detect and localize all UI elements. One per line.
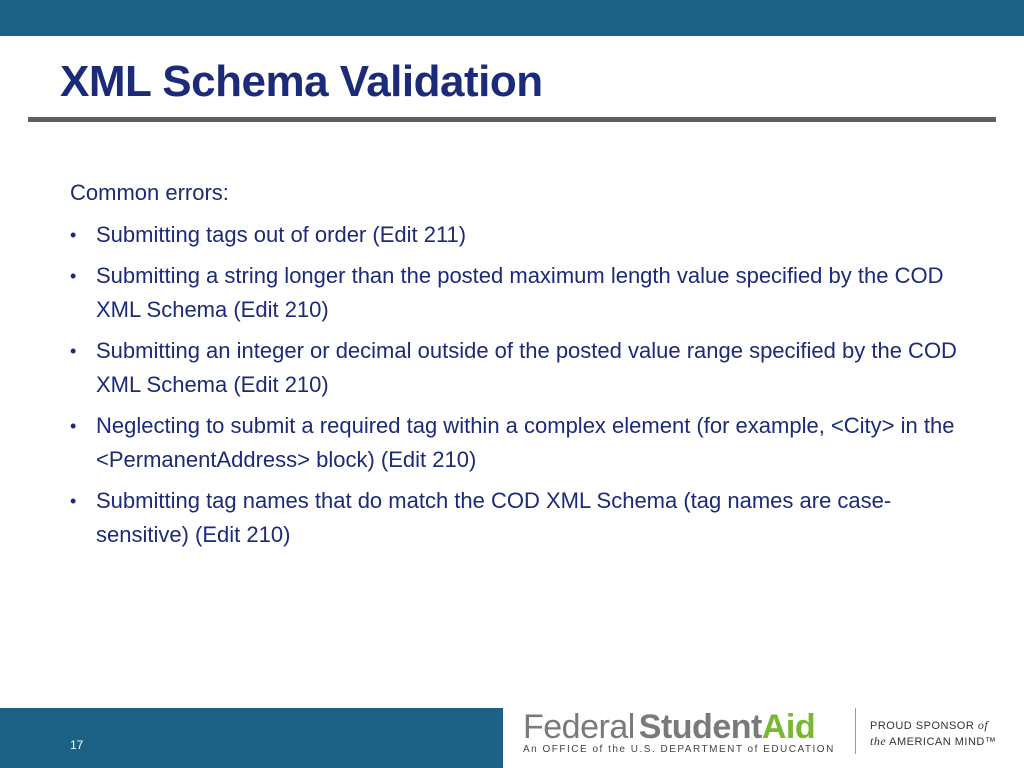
bullet-icon: • bbox=[70, 416, 77, 436]
sponsor-line-2: the AMERICAN MIND™ bbox=[870, 734, 997, 748]
sponsor-line-1: PROUD SPONSOR of bbox=[870, 718, 989, 732]
bullet-item bbox=[70, 484, 970, 552]
bullet-icon: • bbox=[70, 491, 77, 511]
footer-band bbox=[0, 708, 503, 768]
bullet-text: Neglecting to submit a required tag within a complex element (for example, <City> in the <PermanentAddress> block) (Edit 210) bbox=[96, 413, 955, 472]
body-heading: Common errors: bbox=[70, 180, 229, 205]
bullet-item bbox=[70, 334, 970, 402]
logo-wordmark bbox=[523, 710, 815, 744]
footer-logo-area bbox=[503, 708, 1024, 768]
bullet-list bbox=[70, 218, 970, 552]
logo-aid-text: Aid bbox=[761, 708, 816, 746]
sponsor-tagline bbox=[870, 718, 996, 750]
bullet-text: Submitting tag names that do match the COD XML Schema (tag names are case-sensitive) (Edit 210) bbox=[96, 488, 892, 547]
bullet-item bbox=[70, 259, 970, 327]
bullet-icon: • bbox=[70, 225, 77, 245]
slide-body bbox=[70, 178, 970, 559]
logo-divider bbox=[855, 708, 856, 754]
bullet-text: Submitting a string longer than the posted maximum length value specified by the COD XML Schema (Edit 210) bbox=[96, 263, 944, 322]
logo-student-text: Student bbox=[638, 708, 762, 746]
bullet-item bbox=[70, 409, 970, 477]
bullet-text: Submitting tags out of order (Edit 211) bbox=[96, 222, 467, 247]
top-header-band bbox=[0, 0, 1024, 36]
bullet-text: Submitting an integer or decimal outside of the posted value range specified by the COD XML Schema (Edit 210) bbox=[96, 338, 957, 397]
page-number: 17 bbox=[70, 738, 84, 752]
title-divider bbox=[28, 117, 996, 122]
bullet-icon: • bbox=[70, 266, 77, 286]
bullet-item bbox=[70, 218, 970, 252]
logo-federal-text: Federal bbox=[523, 708, 635, 746]
bullet-icon: • bbox=[70, 341, 77, 361]
logo-subtitle: An OFFICE of the U.S. DEPARTMENT of EDUCATION bbox=[523, 744, 835, 755]
slide-title: XML Schema Validation bbox=[60, 57, 543, 106]
